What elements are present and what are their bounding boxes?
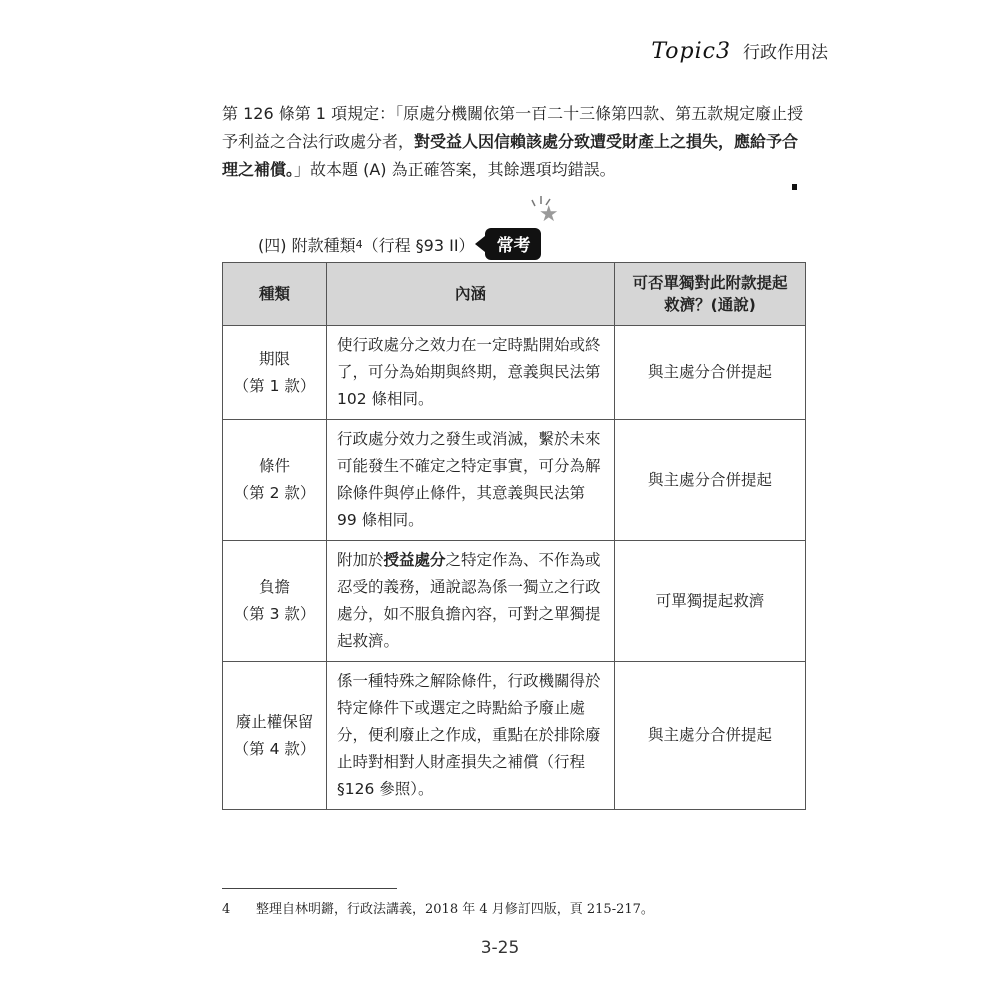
meaning-text: 附加於 [337,551,384,569]
header-kind: 種類 [223,263,327,326]
meaning-cell [327,541,615,662]
meaning-cell [327,662,615,810]
footnote-text: 整理自林明鏘，行政法講義，2018 年 4 月修訂四版，頁 215-217。 [256,902,654,917]
header-meaning: 內涵 [327,263,615,326]
kind-name: 期限 [258,349,290,368]
meaning-text-rest: 之特定作為、不作為或忍受的義務，通說認為係一獨立之行政處分，如不服負擔內容，可對之單獨提起救濟。 [337,551,601,650]
section-title: (四) 附款種類 [258,235,356,255]
intro-lead: 第 126 條第 1 項規定： [222,104,396,123]
bullet-mark [792,184,797,190]
spark-icon [531,194,551,208]
topic-label: Topic3 [651,39,731,64]
meaning-cell [327,326,615,420]
intro-quote-emphasis: 對受益人因信賴該處分致遭受財產上之損失，應給予合理之補償。 [222,132,799,179]
kind-name: 負擔 [258,578,290,596]
meaning-text: 行政處分效力之發生或消滅，繫於未來可能發生不確定之特定事實，可分為解除條件與停止條件，其意義與民法第 99 條相同。 [337,430,601,529]
frequently-tested-badge: 常考 [485,228,541,260]
intro-quote: 「原處分機關依第一百二十三條第四款、第五款規定廢止授予利益之合法行政處分者， [222,104,804,151]
table-row [223,662,806,810]
table-row [223,420,806,541]
meaning-emphasis: 授益處分 [383,551,446,569]
intro-paragraph [222,100,808,184]
header-remedy: 可否單獨對此附款提起救濟？(通說) [615,263,806,326]
kind-clause: （第 3 款） [233,605,316,623]
section-heading [258,202,559,260]
remedy-cell: 與主處分合併提起 [615,420,806,541]
kind-clause: （第 4 款） [233,739,316,758]
footnote [222,898,654,917]
page-number: 3-25 [480,938,520,958]
footnote-ref: 4 [355,237,363,251]
table-row [223,541,806,662]
kind-name: 廢止權保留 [235,712,314,731]
chapter-title: 行政作用法 [743,43,828,63]
table-header-row [223,263,806,326]
table-row [223,326,806,420]
intro-text [222,100,808,184]
attachment-types-table [222,262,806,810]
kind-cell [223,326,327,420]
star-icon: ★ [538,202,559,227]
section-citation: （行程 §93 II） [362,235,475,255]
kind-cell [223,662,327,810]
remedy-cell: 與主處分合併提起 [615,662,806,810]
footnote-divider [222,888,397,889]
kind-clause: （第 2 款） [233,484,316,502]
remedy-cell: 可單獨提起救濟 [615,541,806,662]
kind-cell [223,541,327,662]
kind-clause: （第 1 款） [233,376,316,395]
badge-wrapper [485,202,559,260]
kind-name: 條件 [258,457,290,475]
meaning-text: 係一種特殊之解除條件，行政機關得於特定條件下或選定之時點給予廢止處分，便利廢止之作成，重點在於排除廢止時對相對人財產損失之補償（行程 §126 參照）。 [337,672,601,798]
running-header [651,38,828,64]
footnote-number: 4 [222,902,231,917]
meaning-text: 使行政處分之效力在一定時點開始或終了，可分為始期與終期，意義與民法第 102 條相同。 [337,336,601,408]
remedy-cell: 與主處分合併提起 [615,326,806,420]
intro-conclusion: 」故本題 (A) 為正確答案，其餘選項均錯誤。 [294,160,616,179]
meaning-cell [327,420,615,541]
kind-cell [223,420,327,541]
